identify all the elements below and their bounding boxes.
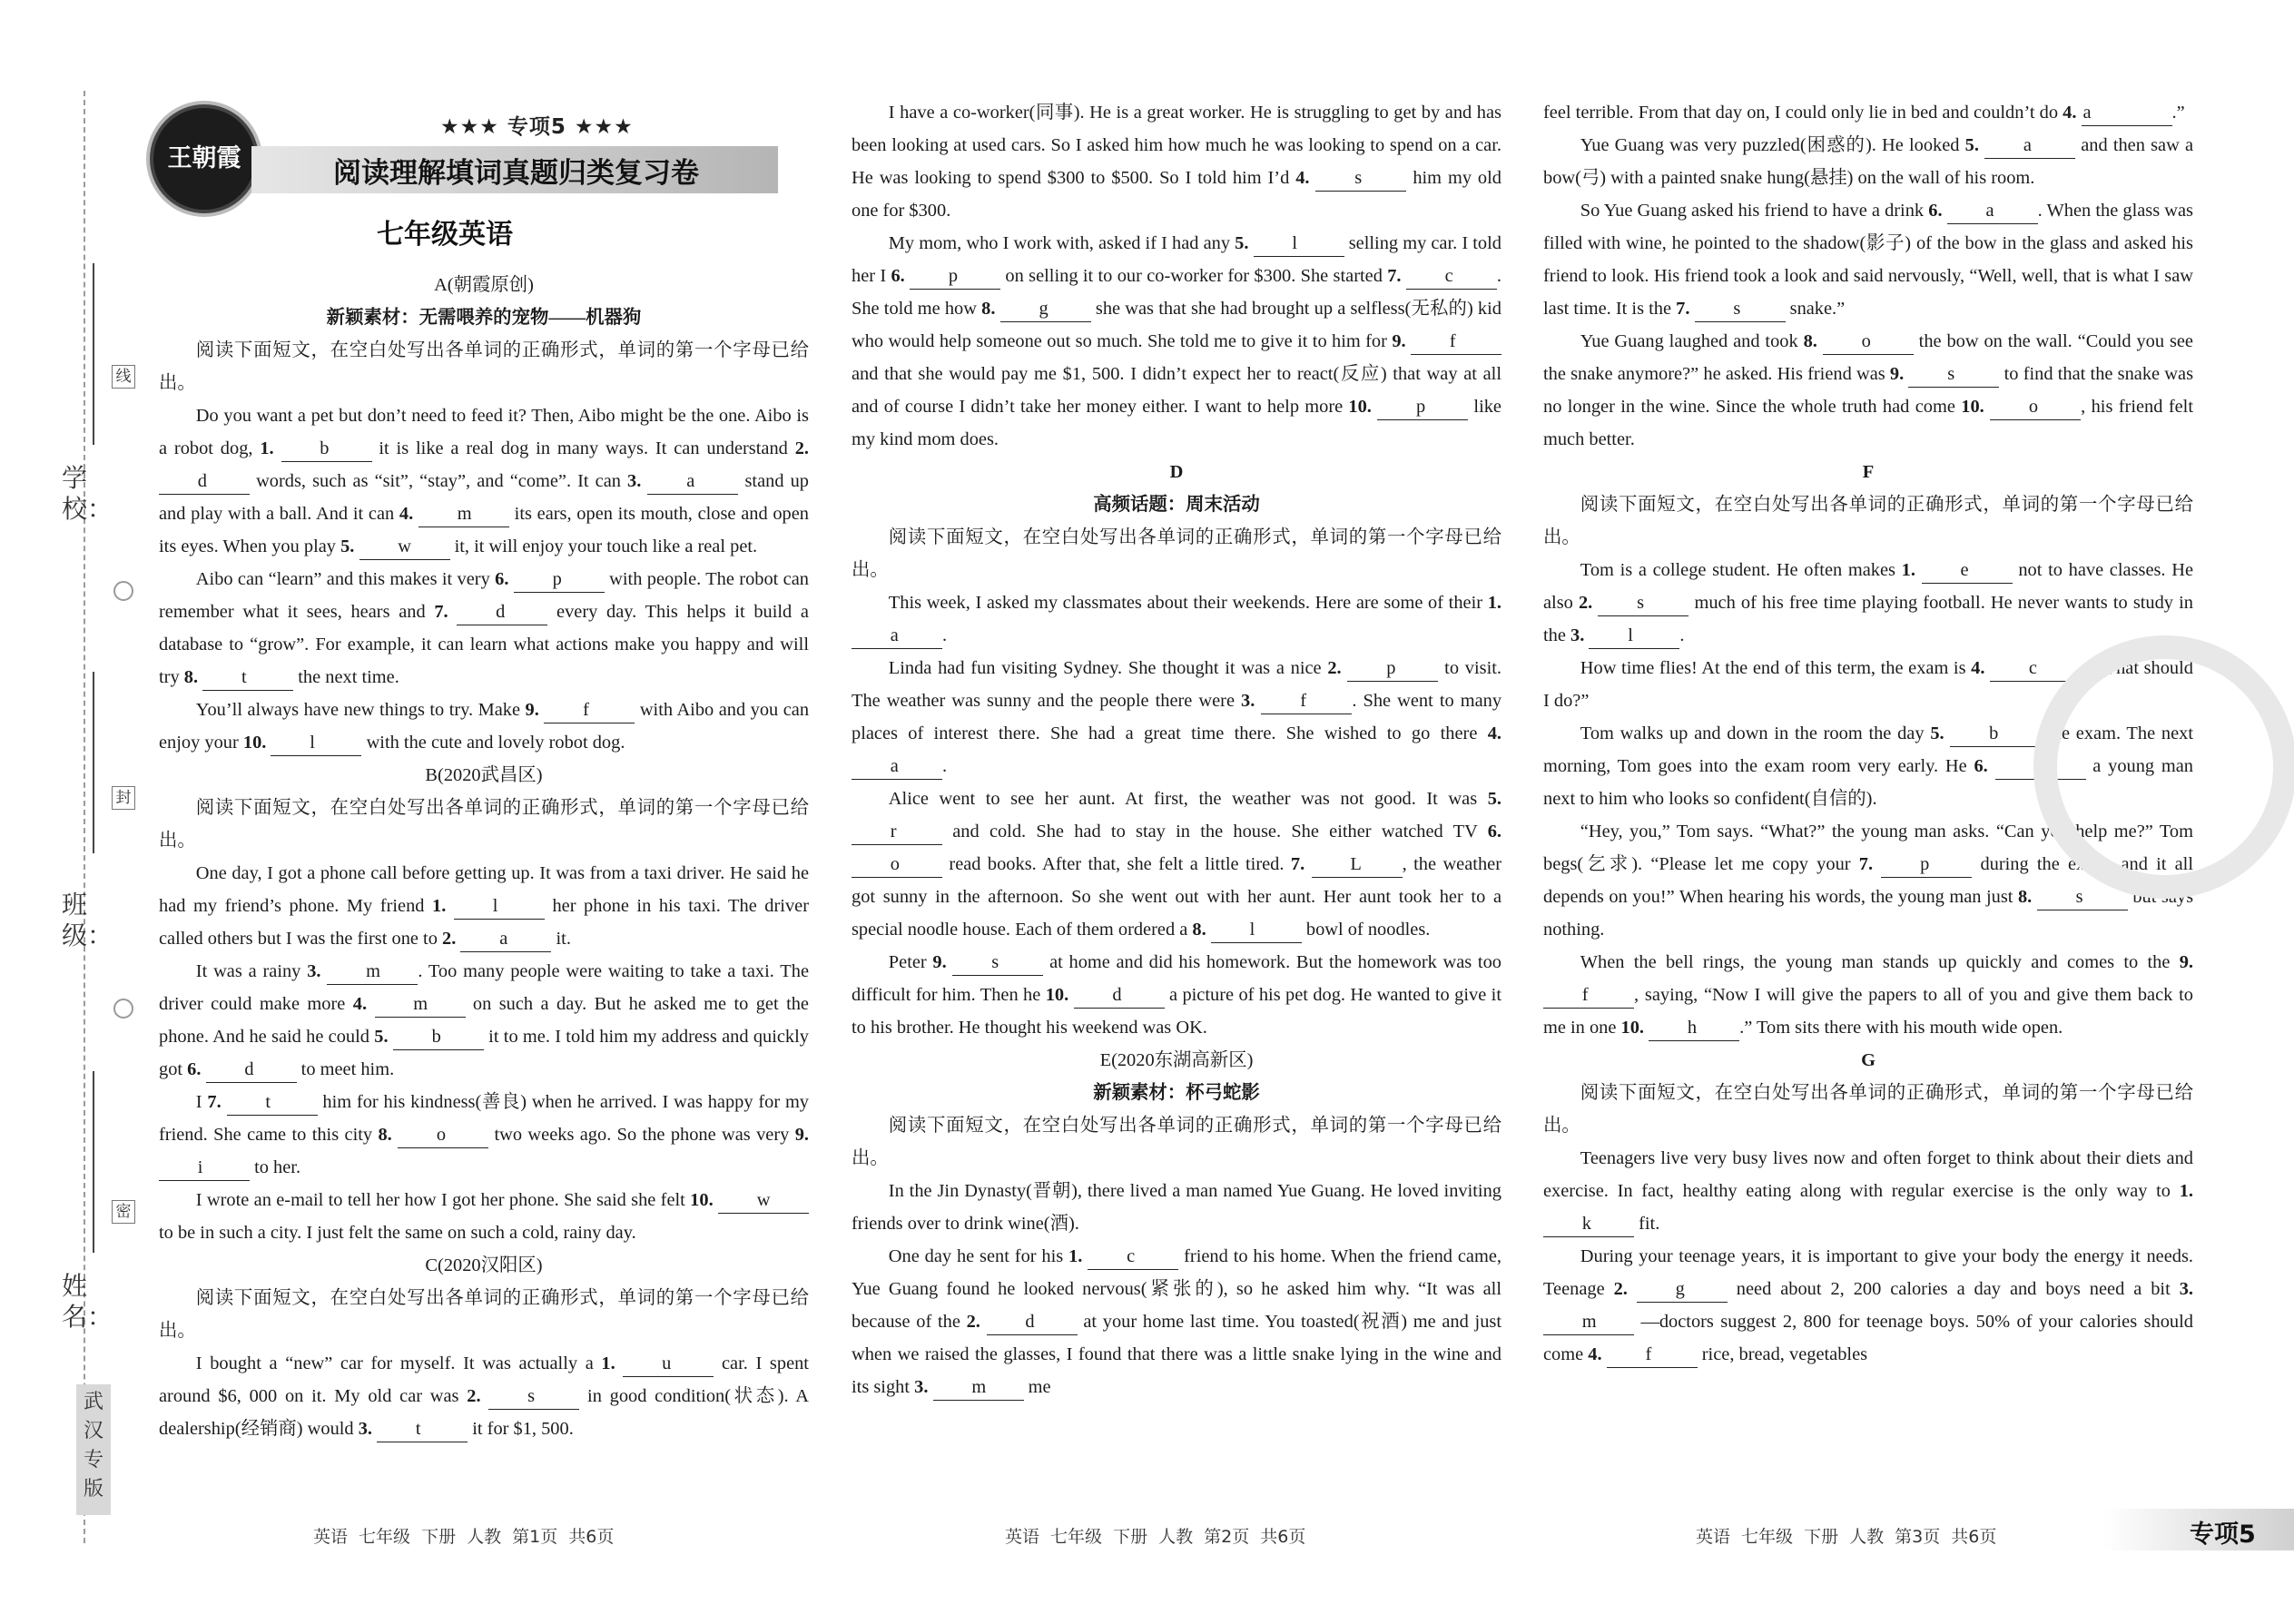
blank[interactable]: b [1950, 722, 2041, 747]
brand-logo: 王朝霞 [150, 104, 259, 213]
blank[interactable]: f [1995, 754, 2086, 780]
passage-f-p5: When the bell rings, the young man stands up quickly and comes to the 9. f , saying, “Now I will give the papers to all of you and give them back to me in one 10. h .” Tom sits there with his mouth wide open. [1543, 946, 2193, 1044]
blank[interactable]: e [1922, 558, 2013, 584]
passage-c-p2: I have a co-worker(同事). He is a great worker. He is struggling to get by and has been looking at used cars. So I asked him how much he was looking to spend on a car. He was looking to spend $300 to $500. So I told him I’d 4. s him my old one for $300. [852, 103, 1501, 221]
seal-mark-secret: 密 [112, 1200, 135, 1224]
blank[interactable]: s [1695, 297, 1786, 322]
blank[interactable]: s [2037, 885, 2128, 910]
blank[interactable]: w [359, 535, 450, 560]
blank[interactable]: a [852, 754, 942, 780]
blank[interactable]: b [281, 437, 372, 462]
passage-a-p2: Aibo can “learn” and this makes it very 6. p with people. The robot can remember what it sees, hears and 7. d every day. This helps it build a database to “grow”. For example, it can learn what actions make you happy and will try 8. t the next time. [159, 563, 809, 694]
passage-b-p3: I 7. t him for his kindness(善良) when he arrived. I was happy for my friend. She came to this city 8. o two weeks ago. So the phone was very 9. i to her. [159, 1086, 809, 1184]
section-b-heading: B(2020武昌区) [425, 765, 543, 785]
footer-page-1: 英语 七年级 下册 人教 第1页 共6页 [313, 1527, 615, 1547]
blank[interactable]: f [544, 698, 635, 723]
passage-e-p3: Yue Guang was very puzzled(困惑的). He looked 5. a and then saw a bow(弓) with a painted snake hung(悬挂) on the wall of his room. [1543, 135, 2193, 188]
blank[interactable]: d [206, 1058, 297, 1083]
passage-b-p4: I wrote an e-mail to tell her how I got her phone. She said she felt 10. w to be in such a city. I just felt the same on such a cold, rainy day. [159, 1184, 809, 1249]
passage-e-p2-cont: feel terrible. From that day on, I could only lie in bed and couldn’t do 4. a .” [1543, 96, 2193, 129]
passage-d-p1: This week, I asked my classmates about their weekends. Here are some of their 1. a . [852, 586, 1501, 652]
passage-f-p3: Tom walks up and down in the room the day 5. b the exam. The next morning, Tom goes into the exam room very early. He 6. f a young man next to him who looks so confident(自信的). [1543, 723, 2193, 809]
binding-hole [113, 999, 133, 1019]
seal-mark-line: 线 [112, 365, 135, 389]
section-e-tag: 新颖素材：杯弓蛇影 [1093, 1083, 1260, 1103]
blank[interactable]: s [1908, 362, 1999, 388]
blank[interactable]: h [1649, 1016, 1739, 1041]
blank[interactable]: L [1312, 852, 1403, 878]
blank[interactable]: o [1823, 330, 1914, 355]
blank[interactable]: a [1947, 199, 2038, 224]
blank[interactable]: i [159, 1156, 250, 1181]
section-e-instruction: 阅读下面短文，在空白处写出各单词的正确形式，单词的第一个字母已给出。 [852, 1116, 1501, 1168]
blank[interactable]: l [1589, 624, 1679, 649]
blank[interactable]: m [375, 992, 466, 1018]
blank[interactable]: s [952, 950, 1043, 976]
blank[interactable]: r [852, 820, 942, 845]
school-label: 学校： [62, 463, 113, 524]
blank[interactable]: t [202, 665, 293, 691]
blank[interactable]: c [1990, 656, 2081, 682]
passage-e-p4: So Yue Guang asked his friend to have a drink 6. a . When the glass was filled with wine, he pointed to the shadow(影子) of the bow in the glass and asked his friend to look. His friend took a look and said nervously, “Well, well, that is what I saw last time. It is the 7. s snake.” [1543, 194, 2193, 325]
blank[interactable]: d [1074, 983, 1165, 1009]
passage-f-p1: Tom is a college student. He often makes 1. e not to have classes. He also 2. s much of his free time playing football. He never wants to study in the 3. l . [1543, 554, 2193, 652]
blank[interactable]: k [1543, 1212, 1634, 1237]
blank[interactable]: a [460, 927, 551, 952]
class-label: 班级： [62, 890, 113, 950]
blank[interactable]: o [398, 1123, 488, 1148]
blank[interactable]: d [457, 600, 547, 625]
section-a-heading: A(朝霞原创) [434, 275, 534, 295]
blank[interactable]: p [1347, 656, 1438, 682]
passage-a-p3: You’ll always have new things to try. Make 9. f with Aibo and you can enjoy your 10. l with the cute and lovely robot dog. [159, 694, 809, 759]
passage-b-p1: One day, I got a phone call before getting up. It was from a taxi driver. He said he had my friend’s phone. My friend 1. l her phone in his taxi. The driver called others but I was the first one to 2. a it. [159, 857, 809, 955]
seal-mark-seal: 封 [112, 786, 135, 810]
watermark-seal [2033, 635, 2294, 899]
blank[interactable]: d [159, 469, 250, 495]
edition-badge: 武汉专版 [76, 1384, 111, 1515]
binding-hole [113, 581, 133, 601]
blank[interactable]: a [1984, 133, 2075, 159]
blank[interactable]: p [1377, 395, 1468, 420]
column-2 [852, 96, 1501, 1403]
blank[interactable]: t [227, 1090, 318, 1116]
footer-page-3: 英语 七年级 下册 人教 第3页 共6页 [1696, 1527, 1997, 1547]
section-b-instruction: 阅读下面短文，在空白处写出各单词的正确形式，单词的第一个字母已给出。 [159, 798, 809, 851]
blank[interactable]: g [1637, 1277, 1728, 1303]
passage-c-p1: I bought a “new” car for myself. It was actually a 1. u car. I spent around $6, 000 on it. My old car was 2. s in good condition(状态). A dealership(经销商) would 3. t it for $1, 500. [159, 1347, 809, 1445]
passage-a-p1: Do you want a pet but don’t need to feed it? Then, Aibo might be the one. Aibo is a robot dog, 1. b it is like a real dog in many ways. It can understand 2. d words, such as “sit”, “stay”, and “come”. It can 3. a stand up and play with a ball. And it can 4. m its ears, open its mouth, close and open its eyes. When you play 5. w it, it will enjoy your touch like a real pet. [159, 399, 809, 563]
passage-e-p5: Yue Guang laughed and took 8. o the bow on the wall. “Could you see the snake anymore?” he asked. His friend was 9. s to find that the snake was no longer in the wine. Since the whole truth had come 10. o , his friend felt much better. [1543, 331, 2193, 449]
blank[interactable]: t [377, 1417, 468, 1442]
blank[interactable]: a [2082, 101, 2172, 126]
blank[interactable]: w [718, 1188, 809, 1214]
section-f-heading: F [1862, 462, 1875, 482]
page-title: 阅读理解填词真题归类复习卷 [333, 157, 699, 190]
name-field[interactable] [93, 1071, 94, 1253]
corner-badge [2103, 1509, 2294, 1550]
passage-f-p4: “Hey, you,” Tom says. “What?” the young man asks. “Can you help me?” Tom begs(乞求). “Please let me copy your 7. p during the exam, and it all depends on you!” When hearing his words, the young man just 8. s but says nothing. [1543, 822, 2194, 940]
blank[interactable]: c [1406, 264, 1497, 290]
section-a-tag: 新颖素材：无需喂养的宠物——机器狗 [326, 308, 642, 328]
section-f-instruction: 阅读下面短文，在空白处写出各单词的正确形式，单词的第一个字母已给出。 [1543, 495, 2193, 547]
blank[interactable]: p [1881, 852, 1972, 878]
blank[interactable]: m [327, 960, 418, 985]
page-header [150, 95, 812, 286]
blank[interactable]: s [488, 1384, 579, 1410]
blank[interactable]: l [271, 731, 361, 756]
section-g-instruction: 阅读下面短文，在空白处写出各单词的正确形式，单词的第一个字母已给出。 [1543, 1083, 2193, 1136]
section-d-heading: D [1169, 462, 1184, 482]
blank[interactable]: s [1598, 591, 1689, 616]
footer-page-2: 英语 七年级 下册 人教 第2页 共6页 [1005, 1527, 1306, 1547]
section-d-tag: 高频话题：周末活动 [1093, 495, 1260, 515]
blank[interactable]: f [1411, 330, 1501, 355]
blank[interactable]: f [1261, 689, 1352, 714]
passage-c-p3: My mom, who I work with, asked if I had any 5. l selling my car. I told her I 6. p on selling it to our co-worker for $300. She started 7. c . She told me how 8. g she was that she had brought up a selfless(无私的) kid who would help someone out so much. She told me to give it to him for 9. f and that she would pay me $1, 500. I didn’t expect her to react(反应) that way at all and of course I didn’t take her money either. I want to help more 10. p like my kind mom does. [852, 233, 1501, 449]
name-label: 姓名： [62, 1271, 113, 1332]
blank[interactable]: c [1088, 1245, 1178, 1270]
passage-f-p2: How time flies! At the end of this term, the exam is 4. c . “What should I do?” [1543, 658, 2193, 711]
blank[interactable]: a [647, 469, 738, 495]
blank[interactable]: p [910, 264, 1000, 290]
section-c-instruction: 阅读下面短文，在空白处写出各单词的正确形式，单词的第一个字母已给出。 [159, 1288, 809, 1341]
class-field[interactable] [93, 672, 94, 853]
section-e-heading: E(2020东湖高新区) [1099, 1050, 1254, 1070]
corner-label: 专项5 [2190, 1521, 2256, 1549]
passage-d-p2: Linda had fun visiting Sydney. She thought it was a nice 2. p to visit. The weather was sunny and the people there were 3. f . She went to many places of interest there. She had a great time there. She wished to go there 4. a . [852, 652, 1501, 782]
blank[interactable]: s [1315, 166, 1406, 192]
passage-g-p2: During your teenage years, it is important to give your body the energy it needs. Teenage 2. g need about 2, 200 calories a day and boys need a bit 3. m —doctors suggest 2, 800 for teenage boys. 50% of your calories should come 4. f rice, bread, vegetables [1543, 1240, 2193, 1371]
blank[interactable]: u [623, 1352, 714, 1377]
blank[interactable]: g [1000, 297, 1091, 322]
blank[interactable]: m [1543, 1310, 1634, 1335]
blank[interactable]: l [454, 894, 545, 920]
school-field[interactable] [93, 263, 94, 445]
blank[interactable]: d [987, 1310, 1078, 1335]
column-1 [159, 269, 809, 1445]
blank[interactable]: b [393, 1025, 484, 1050]
section-g-heading: G [1861, 1050, 1876, 1070]
binding-margin [0, 0, 132, 1624]
title-band [251, 146, 778, 193]
section-d-instruction: 阅读下面短文，在空白处写出各单词的正确形式，单词的第一个字母已给出。 [852, 527, 1501, 580]
blank[interactable]: p [514, 567, 605, 593]
section-c-heading: C(2020汉阳区) [425, 1255, 543, 1275]
blank[interactable]: f [1543, 983, 1634, 1009]
blank[interactable]: m [933, 1375, 1024, 1401]
blank[interactable]: o [852, 852, 942, 878]
passage-b-p2: It was a rainy 3. m . Too many people were waiting to take a taxi. The driver could make more 4. m on such a day. But he asked me to get the phone. And he said he could 5. b it to me. I told him my address and quickly got 6. d to meet him. [159, 955, 809, 1086]
grade-title: 七年级英语 [377, 219, 513, 251]
passage-g-p1: Teenagers live very busy lives now and often forget to think about their diets and exercise. In fact, healthy eating along with regular exercise is the only way to 1. k fit. [1543, 1142, 2193, 1240]
blank[interactable]: a [852, 624, 942, 649]
blank[interactable]: m [418, 502, 509, 527]
blank[interactable]: f [1607, 1343, 1698, 1368]
passage-d-p4: Peter 9. s at home and did his homework. But the homework was too difficult for him. Then he 10. d a picture of his pet dog. He wanted to give it to his brother. He thought his weekend was OK. [852, 952, 1501, 1038]
passage-e-p1: In the Jin Dynasty(晋朝), there lived a man named Yue Guang. He loved inviting friends over to drink wine(酒). [852, 1181, 1501, 1234]
topic-label: ★★★ 专项5 ★★★ [440, 115, 634, 139]
blank[interactable]: o [1990, 395, 2081, 420]
passage-e-p2: One day he sent for his 1. c friend to his home. When the friend came, Yue Guang found he looked nervous(紧张的), so he asked him why. “It was all because of the 2. d at your home last time. You toasted(祝酒) me and just when we raised the glasses, I found that there was a little snake lying in the wine and its sight 3. m me [852, 1240, 1501, 1403]
passage-d-p3: Alice went to see her aunt. At first, the weather was not good. It was 5. r and cold. She had to stay in the house. She either watched TV 6. o read books. After that, she felt a little tired. 7. L , the weather got sunny in the afternoon. So she went out with her aunt. Her aunt took her to a special noodle house. Each of them ordered a 8. l bowl of noodles. [852, 782, 1501, 946]
blank[interactable]: l [1254, 231, 1344, 257]
section-a-instruction: 阅读下面短文，在空白处写出各单词的正确形式，单词的第一个字母已给出。 [159, 340, 809, 393]
blank[interactable]: l [1211, 918, 1302, 943]
